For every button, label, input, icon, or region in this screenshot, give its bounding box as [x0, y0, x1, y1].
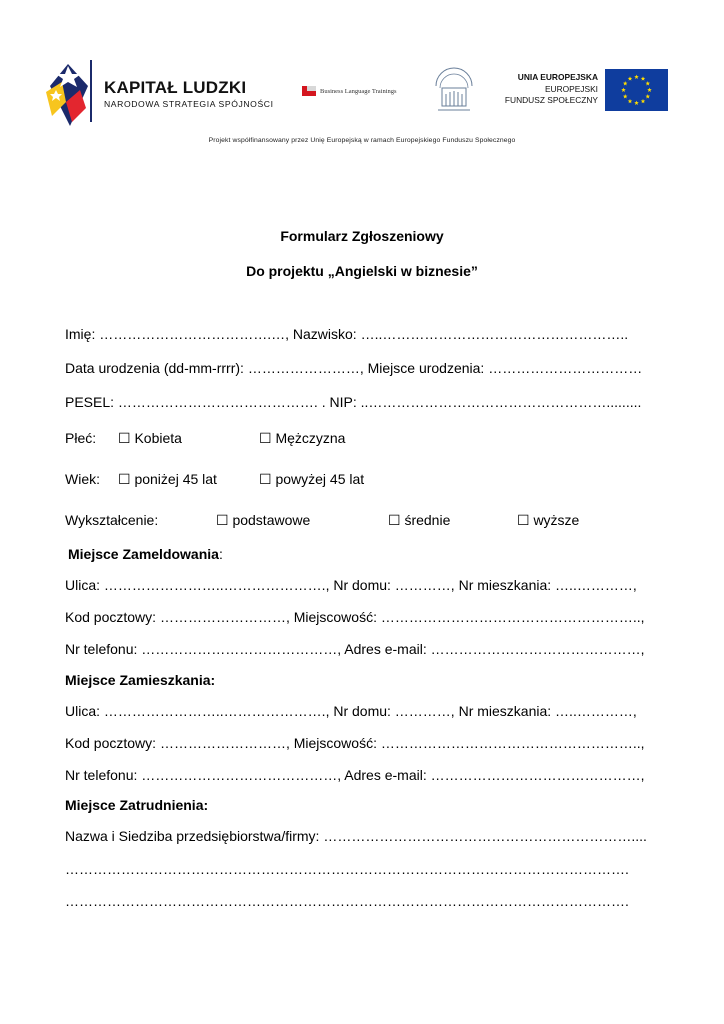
registration-street-line[interactable]: Ulica: ……………………..…………………., Nr domu: …………, Nr mieszkania: …..…………, [65, 577, 637, 593]
kapital-ludzki-title: KAPITAŁ LUDZKI [104, 78, 247, 97]
employment-extra-line-1[interactable]: …………………………………………………………………………………………………………. [65, 861, 629, 877]
form-title: Formularz Zgłoszeniowy [280, 228, 444, 244]
education-secondary-checkbox[interactable]: ☐ średnie [388, 512, 451, 528]
residence-heading: Miejsce Zamieszkania: [65, 672, 216, 688]
blt-flag-icon [302, 86, 316, 96]
kapital-ludzki-emblem-icon [46, 56, 88, 126]
age-under-45-checkbox[interactable]: ☐ poniżej 45 lat [118, 471, 217, 487]
kapital-ludzki-logo [46, 56, 274, 126]
eu-union-label: UNIA EUROPEJSKA [517, 72, 598, 82]
kapital-ludzki-divider [90, 60, 92, 122]
birth-line[interactable]: Data urodzenia (dd-mm-rrrr): ……………………, Miejsce urodzenia: …………………………… [65, 360, 643, 376]
residence-street-line[interactable]: Ulica: ……………………..…………………., Nr domu: …………, Nr mieszkania: …..…………, [65, 703, 637, 719]
eu-social-fund-label: FUNDUSZ SPOŁECZNY [504, 95, 598, 105]
registration-phone-line[interactable]: Nr telefonu: ……………………………………, Adres e-mail: ………………………………………, [65, 641, 645, 657]
name-line[interactable]: Imię: ……………………………….…, Nazwisko: …..…………………………………………….. [65, 326, 629, 342]
employment-extra-line-2[interactable]: …………………………………………………………………………………………………………. [65, 893, 629, 909]
registration-heading [68, 546, 223, 562]
registration-postal-line[interactable]: Kod pocztowy: ………………………, Miejscowość: ……………………………………………….., [65, 609, 645, 625]
age-label: Wiek: [65, 471, 100, 487]
education-primary-checkbox[interactable]: ☐ podstawowe [216, 512, 311, 528]
residence-postal-line[interactable]: Kod pocztowy: ………………………, Miejscowość: ……………………………………………….., [65, 735, 645, 751]
gender-label: Płeć: [65, 430, 97, 446]
registration-heading-colon: : [218, 546, 223, 562]
blt-name: Business Language Trainings [320, 88, 397, 95]
fundacja-euro-nation-seal-icon [430, 64, 478, 116]
education-label: Wykształcenie: [65, 512, 159, 528]
registration-heading-text: Miejsce Zameldowania [68, 546, 219, 562]
education-higher-checkbox[interactable]: ☐ wyższe [517, 512, 580, 528]
employment-heading: Miejsce Zatrudnienia: [65, 797, 209, 813]
eu-european-label: EUROPEJSKI [544, 83, 598, 94]
eu-fund-text [495, 72, 598, 107]
project-title: Do projektu „Angielski w biznesie” [246, 263, 478, 279]
eu-flag-icon [605, 69, 668, 111]
business-language-trainings-logo [302, 86, 412, 100]
pesel-nip-line[interactable]: PESEL: ……………………………………. . NIP: ..……………………………………………......... [65, 394, 642, 410]
kapital-ludzki-subtitle: NARODOWA STRATEGIA SPÓJNOŚCI [104, 99, 274, 109]
age-over-45-checkbox[interactable]: ☐ powyżej 45 lat [259, 471, 365, 487]
gender-female-checkbox[interactable]: ☐ Kobieta [118, 430, 182, 446]
cofinance-note: Projekt współfinansowany przez Unię Europejską w ramach Europejskiego Funduszu Społecznego [208, 137, 516, 144]
gender-male-checkbox[interactable]: ☐ Mężczyzna [259, 430, 346, 446]
residence-phone-line[interactable]: Nr telefonu: ……………………………………, Adres e-mail: ………………………………………, [65, 767, 645, 783]
employment-company-line[interactable]: Nazwa i Siedziba przedsiębiorstwa/firmy: ………………………………………………………….... [65, 828, 647, 844]
